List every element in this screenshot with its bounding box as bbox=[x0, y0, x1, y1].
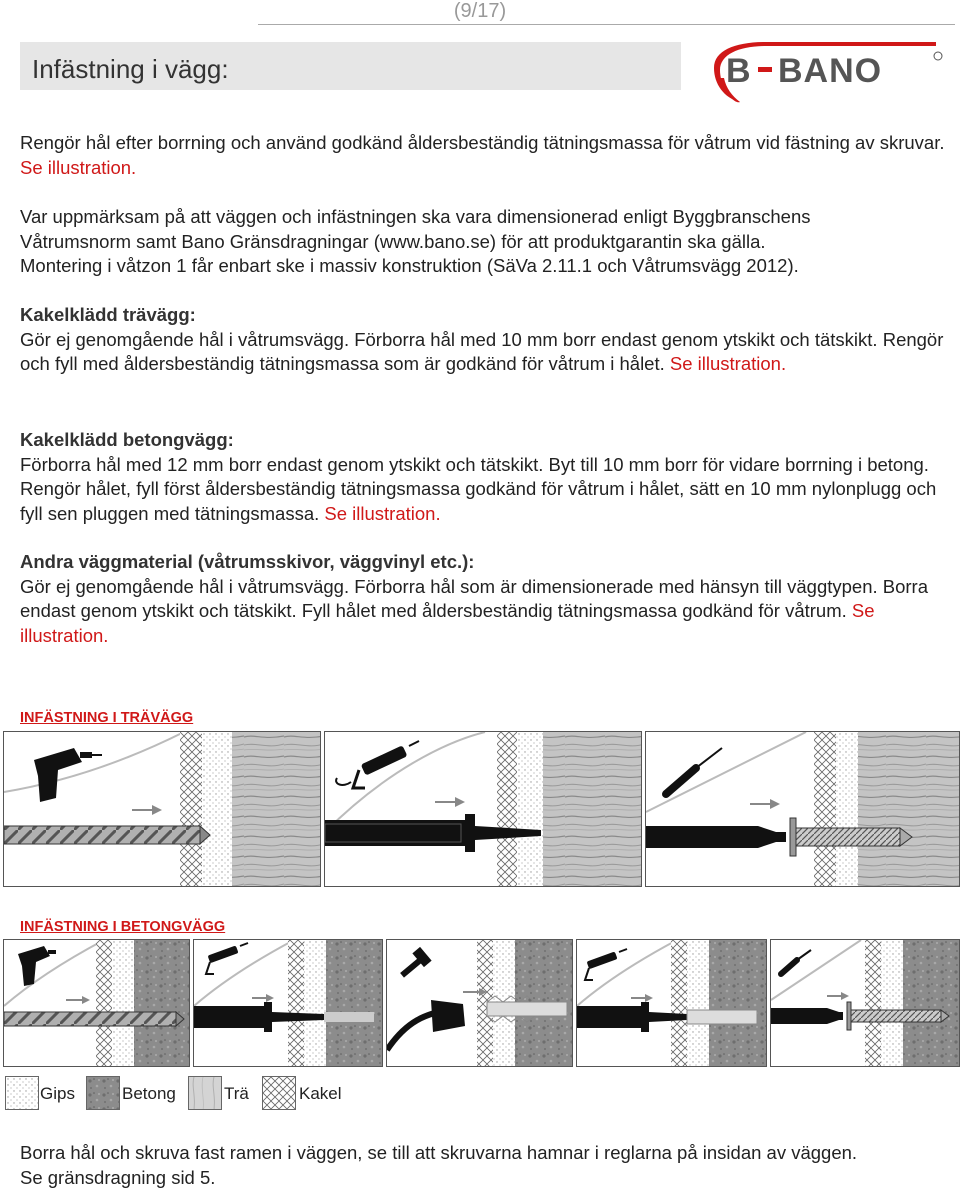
header-rule bbox=[258, 24, 955, 25]
footer-text bbox=[20, 1141, 950, 1190]
legend-label-betong: Betong bbox=[122, 1084, 176, 1104]
legend-swatch-tra bbox=[188, 1076, 222, 1110]
paragraph-cleaning bbox=[20, 131, 950, 180]
title-bar bbox=[20, 42, 681, 90]
legend-label-gips: Gips bbox=[40, 1084, 75, 1104]
see-illustration-link[interactable]: Se illustration. bbox=[324, 503, 440, 524]
footer-line-1: Borra hål och skruva fast ramen i väggen, se till att skruvarna hamnar i reglarna på insidan av väggen. bbox=[20, 1141, 950, 1166]
section-wood-wall bbox=[20, 303, 950, 377]
page-number: (9/17) bbox=[0, 0, 960, 22]
paragraph-norm bbox=[20, 205, 950, 279]
norm-line-1: Var uppmärksam på att väggen och infästningen ska vara dimensionerad enligt Byggbranschens bbox=[20, 205, 950, 230]
norm-line-3: Montering i våtzon 1 får enbart ske i massiv konstruktion (SäVa 2.11.1 och Våtrumsvägg 2012). bbox=[20, 254, 950, 279]
wood-step-screw bbox=[645, 731, 960, 887]
legend-label-kakel: Kakel bbox=[299, 1084, 342, 1104]
see-illustration-link[interactable]: Se illustration. bbox=[670, 353, 786, 374]
concrete-step-sealant-2 bbox=[576, 939, 767, 1067]
norm-line-2: Våtrumsnorm samt Bano Gränsdragningar (www.bano.se) för att produktgarantin ska gälla. bbox=[20, 230, 950, 255]
logo-text: BANO bbox=[778, 52, 882, 90]
concrete-step-drill bbox=[3, 939, 190, 1067]
legend-swatch-gips bbox=[5, 1076, 39, 1110]
concrete-step-sealant bbox=[193, 939, 383, 1067]
legend-label-tra: Trä bbox=[224, 1084, 249, 1104]
heading-wood-wall: Kakelklädd trävägg: bbox=[20, 303, 950, 328]
section-label-concrete: INFÄSTNING I BETONGVÄGG bbox=[20, 919, 225, 935]
heading-other-materials: Andra väggmaterial (våtrumsskivor, väggvinyl etc.): bbox=[20, 550, 950, 575]
other-materials-text: Gör ej genomgående hål i våtrumsvägg. Förborra hål som är dimensionerade med hänsyn till väggtypen. Borra endast genom ytskikt och tätskikt. Fyll hålet med åldersbeständig tätningsmassa godkänd för våtrum. bbox=[20, 576, 928, 622]
legend-swatch-kakel bbox=[262, 1076, 296, 1110]
section-label-wood: INFÄSTNING I TRÄVÄGG bbox=[20, 710, 193, 726]
concrete-step-plug bbox=[386, 939, 573, 1067]
wood-step-drill bbox=[3, 731, 321, 887]
see-illustration-link[interactable]: Se illustration. bbox=[20, 600, 875, 646]
concrete-wall-text: Förborra hål med 12 mm borr endast genom ytskikt och tätskikt. Byt till 10 mm borr för vidare borrning i betong. Rengör hålet, fyll först åldersbeständig tätningsmassa godkänd för våtrum i hålet, sätt en 10 mm nylonplugg och fyll sen pluggen med tätningsmassa. bbox=[20, 454, 936, 524]
legend-swatch-betong bbox=[86, 1076, 120, 1110]
paragraph-text: Rengör hål efter borrning och använd godkänd åldersbeständig tätningsmassa för våtrum vid fästning av skruvar. bbox=[20, 132, 945, 153]
wood-step-sealant bbox=[324, 731, 642, 887]
section-concrete-wall bbox=[20, 428, 950, 526]
see-illustration-link[interactable]: Se illustration. bbox=[20, 157, 136, 178]
section-other-materials bbox=[20, 550, 950, 648]
bano-logo bbox=[706, 38, 946, 106]
footer-line-2: Se gränsdragning sid 5. bbox=[20, 1166, 950, 1190]
heading-concrete-wall: Kakelklädd betongvägg: bbox=[20, 428, 950, 453]
wood-wall-text: Gör ej genomgående hål i våtrumsvägg. Förborra hål med 10 mm borr endast genom ytskikt och tätskikt. Rengör och fyll med åldersbeständig tätningsmassa som är godkänd för våtrum i hålet. bbox=[20, 329, 943, 375]
concrete-step-screw bbox=[770, 939, 960, 1067]
page-title: Infästning i vägg: bbox=[32, 54, 229, 85]
svg-text:B: B bbox=[726, 52, 751, 90]
